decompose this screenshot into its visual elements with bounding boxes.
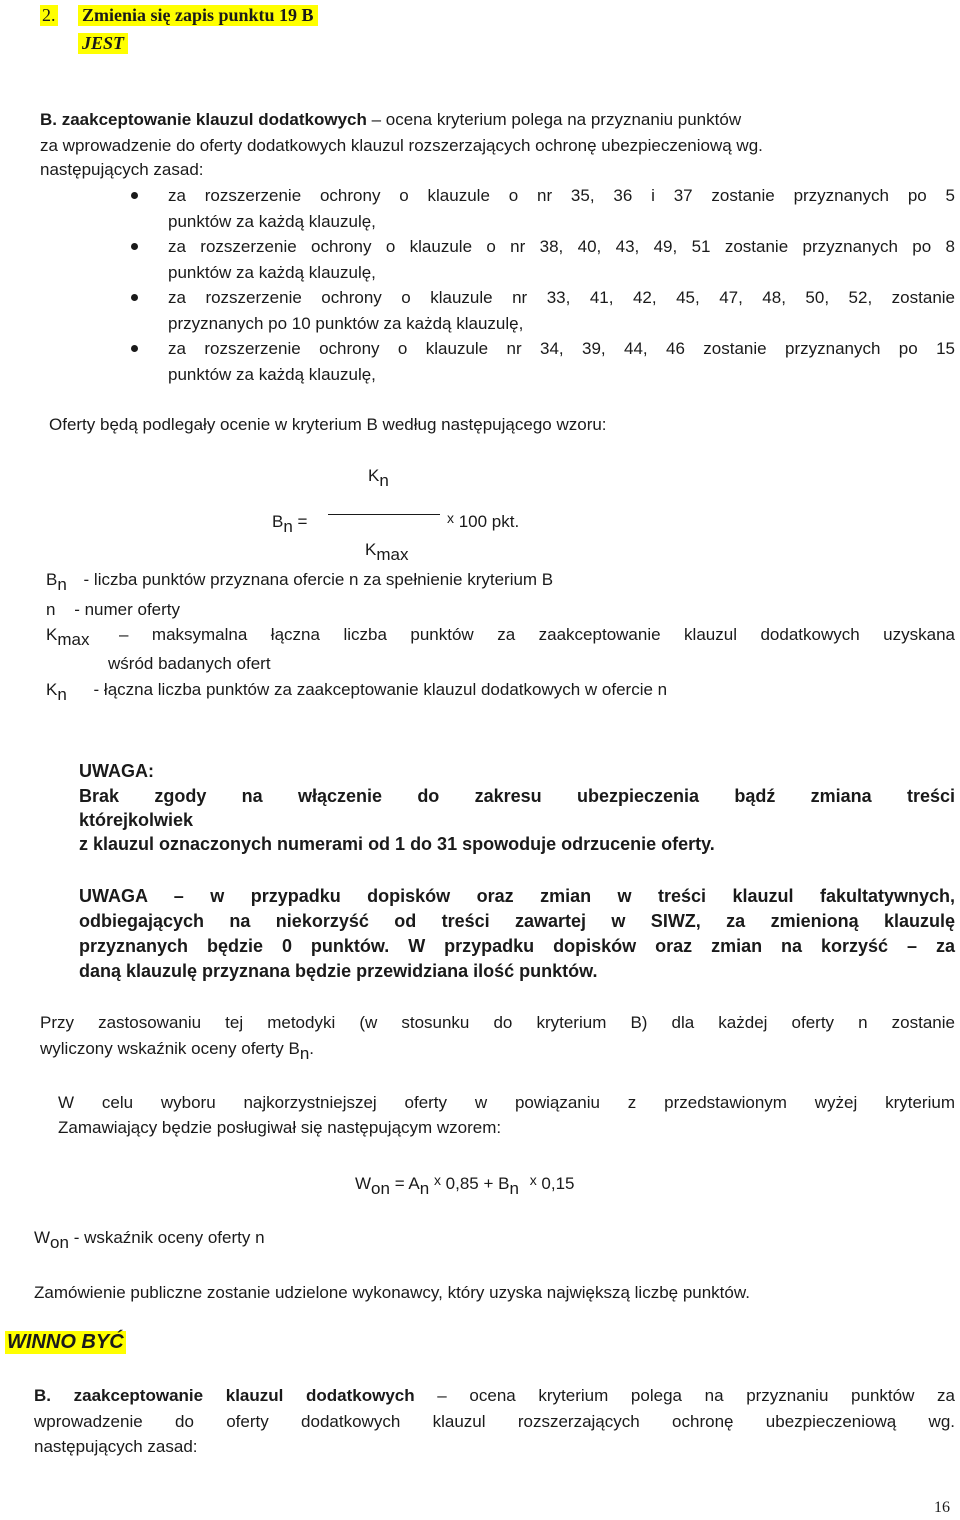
award-text: Zamówienie publiczne zostanie udzielone wykonawcy, który uzyska największą liczbę punktów. (34, 1283, 750, 1302)
formula-multiplier: $^x$ 100 pkt. (447, 510, 520, 531)
warning1-line2: którejkolwiek (79, 810, 194, 830)
legend-kmax-cont: wśród badanych ofert (108, 654, 271, 673)
fraction-line (328, 514, 440, 515)
legend-won: $W_{on}$ - wskaźnik oceny oferty n (34, 1228, 265, 1252)
bullet-item-4-line1: za rozszerzenie ochrony o klauzule nr 34, 39, 44, 46 zostanie przyznanych po 15 (168, 339, 955, 358)
bullet-dot (131, 294, 138, 301)
formula-score: $W_{on} = A_n$ $^x$ $0,85 + B_n$ $^x$ 0,15 (355, 1172, 575, 1198)
change-title: Zmienia się zapis punktu 19 B (78, 5, 318, 26)
should-be-label: WINNO BYĆ (7, 1331, 124, 1353)
bullet-item-3-line1: za rozszerzenie ochrony o klauzule nr 33, 41, 42, 45, 47, 48, 50, 52, zostanie (168, 288, 955, 307)
criterion-intro-line1 (40, 110, 955, 130)
bullet-item-3-line2: przyznanych po 10 punktów za każdą klauzulę, (168, 314, 524, 333)
bullet-dot (131, 345, 138, 352)
formula-intro: Oferty będą podlegały ocenie w kryterium B według następującego wzoru: (49, 415, 607, 434)
legend-kn: $K_n$ - łączna liczba punktów za zaakceptowanie klauzul dodatkowych w ofercie n (46, 680, 668, 704)
page-number: 16 (934, 1499, 950, 1516)
criterion-new-rest: – ocena kryterium polega na przyznaniu punktów za (414, 1386, 955, 1405)
warning1-line3: z klauzul oznaczonych numerami od 1 do 31 spowoduje odrzucenie oferty. (79, 834, 715, 854)
formula-denominator: $K_{max}$ (365, 540, 409, 564)
bullet-item-2-line1: za rozszerzenie ochrony o klauzule o nr 38, 40, 43, 49, 51 zostanie przyznanych po 8 (168, 237, 955, 256)
formula-lhs: $B_n$ = (272, 512, 308, 536)
warning2-line3: przyznanych będzie 0 punktów. W przypadku dopisków oraz zmian na korzyść – za (79, 936, 955, 956)
formula-numerator: $K_n$ (368, 466, 389, 490)
bullet-item-2-line2: punktów za każdą klauzulę, (168, 263, 376, 282)
criterion-intro-line2: za wprowadzenie do oferty dodatkowych klauzul rozszerzających ochronę ubezpieczeniową wg. (40, 136, 763, 155)
change-number: 2. (42, 5, 56, 25)
criterion-new-line1 (34, 1386, 955, 1406)
warning1-title: UWAGA: (79, 761, 154, 781)
criterion-new-line2: wprowadzenie do oferty dodatkowych klauzul rozszerzających ochronę ubezpieczeniową wg. (34, 1412, 955, 1431)
bullet-item-1-line2: punktów za każdą klauzulę, (168, 212, 376, 231)
choice-line1: W celu wyboru najkorzystniejszej oferty w powiązaniu z przedstawionym wyżej kryterium (58, 1093, 955, 1112)
criterion-intro-rest: – ocena kryterium polega na przyznaniu punktów (366, 110, 742, 129)
warning2-line4: daną klauzulę przyznana będzie przewidziana ilość punktów. (79, 961, 598, 981)
method-line1: Przy zastosowaniu tej metodyki (w stosunku do kryterium B) dla każdej oferty n zostanie (40, 1013, 955, 1032)
criterion-new-line3: następujących zasad: (34, 1437, 198, 1456)
legend-bn: $B_n$ - liczba punktów przyznana ofercie n za spełnienie kryterium B (46, 570, 554, 594)
criterion-intro-line3: następujących zasad: (40, 160, 204, 179)
bullet-dot (131, 243, 138, 250)
warning1-line1: Brak zgody na włączenie do zakresu ubezpieczenia bądź zmiana treści (79, 786, 955, 806)
bullet-dot (131, 192, 138, 199)
criterion-title: B. zaakceptowanie klauzul dodatkowych (40, 110, 367, 129)
legend-kmax: $K_{max}$ – maksymalna łączna liczba punktów za zaakceptowanie klauzul dodatkowych uzyskana (46, 625, 955, 649)
jest-label: JEST (78, 33, 128, 54)
legend-n: n - numer oferty (46, 600, 181, 619)
bullet-item-1-line1: za rozszerzenie ochrony o klauzule o nr 35, 36 i 37 zostanie przyznanych po 5 (168, 186, 955, 205)
bullet-item-4-line2: punktów za każdą klauzulę, (168, 365, 376, 384)
warning2-line1: UWAGA – w przypadku dopisków oraz zmian w treści klauzul fakultatywnych, (79, 886, 955, 906)
criterion-new-title: B. zaakceptowanie klauzul dodatkowych (34, 1386, 415, 1405)
warning2-line2: odbiegających na niekorzyść od treści zawartej w SIWZ, za zmienioną klauzulę (79, 911, 955, 931)
choice-line2: Zamawiający będzie posługiwał się następującym wzorem: (58, 1118, 502, 1137)
method-line2: wyliczony wskaźnik oceny oferty $B_n$. (40, 1039, 315, 1063)
